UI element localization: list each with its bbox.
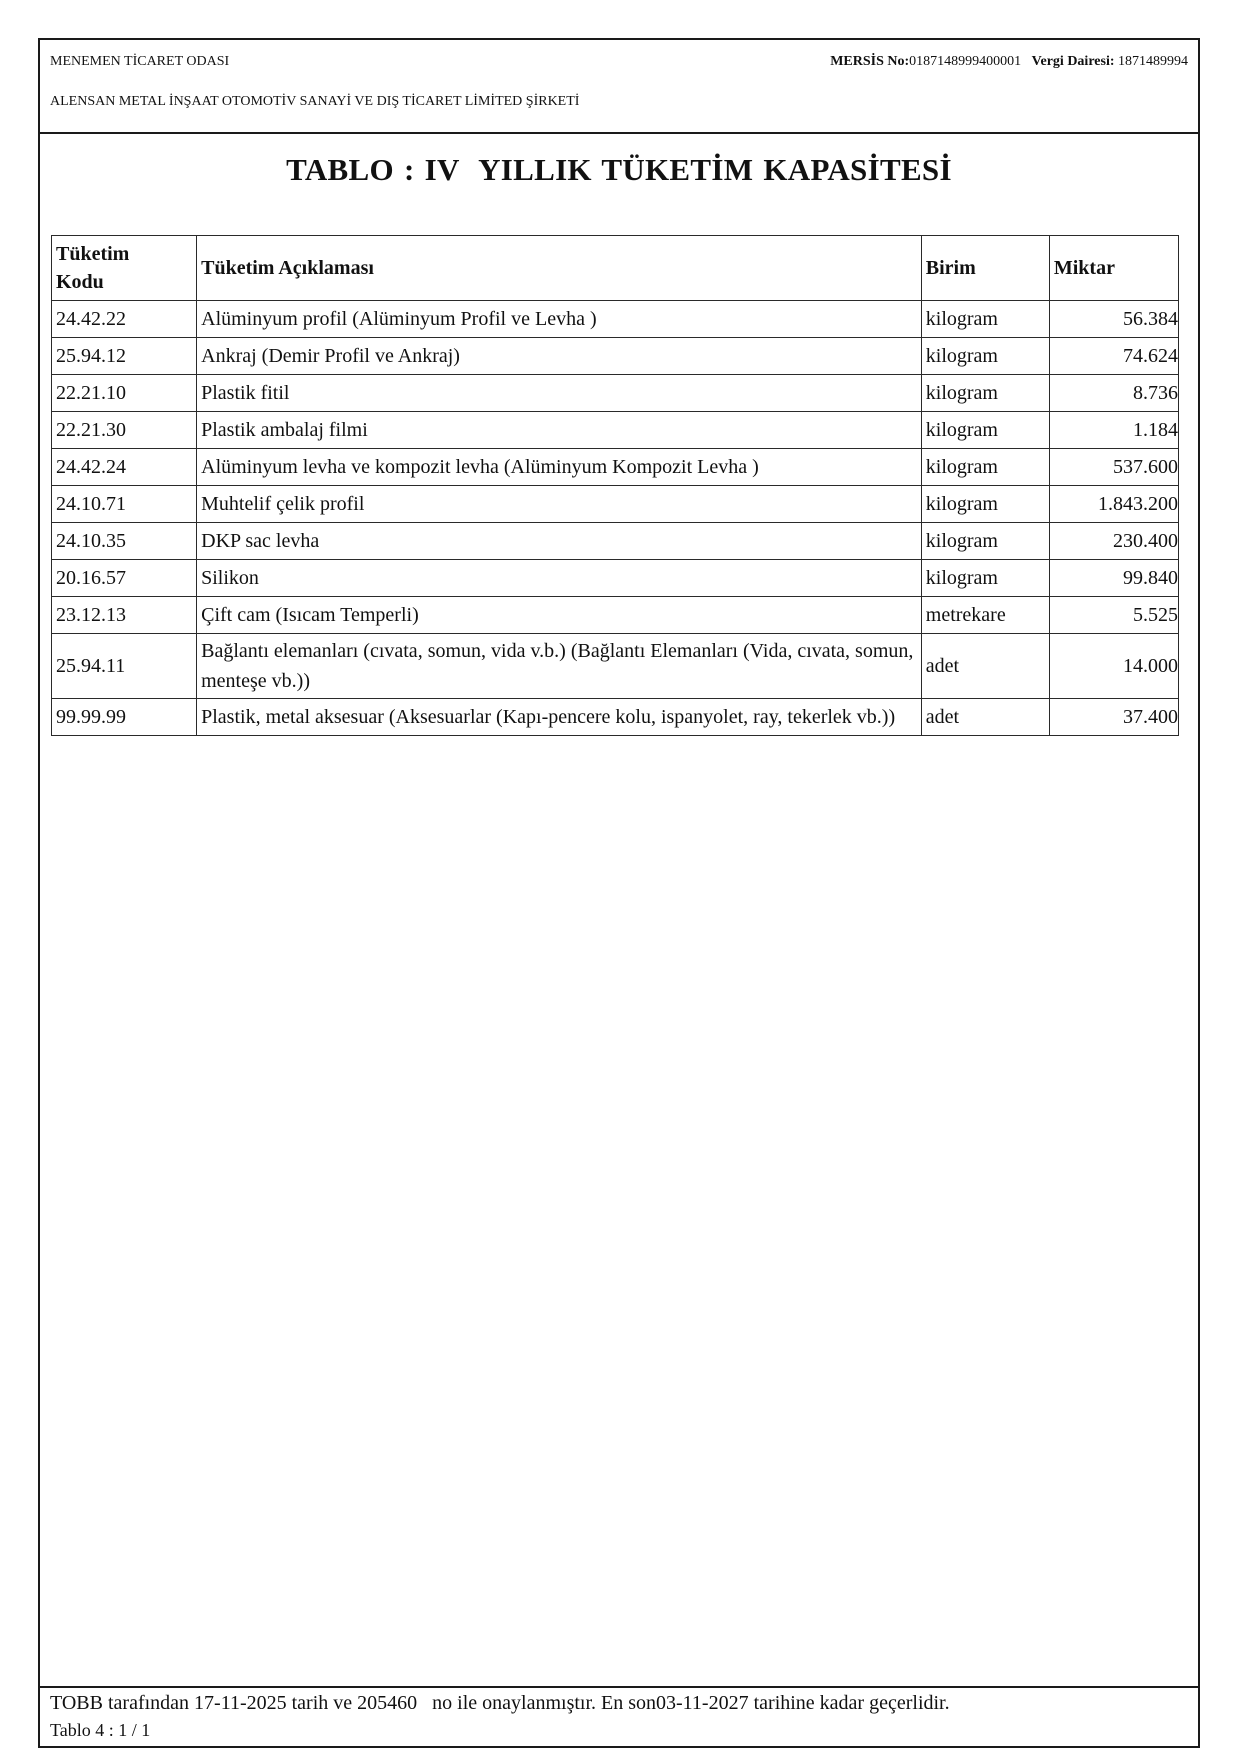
table-row (52, 412, 1179, 449)
table-row (52, 375, 1179, 412)
cell-amount: 74.624 (1049, 338, 1178, 375)
cell-description: Plastik fitil (197, 375, 922, 412)
cell-description: Bağlantı elemanları (cıvata, somun, vida v.b.) (Bağlantı Elemanları (Vida, cıvata, somun, menteşe vb.)) (197, 634, 922, 699)
cell-amount: 99.840 (1049, 560, 1178, 597)
cell-amount: 537.600 (1049, 449, 1178, 486)
cell-amount: 14.000 (1049, 634, 1178, 699)
table-row (52, 523, 1179, 560)
cell-description: DKP sac levha (197, 523, 922, 560)
mersis-value: 0187148999400001 (909, 54, 1022, 69)
column-header-code: Tüketim Kodu (52, 236, 197, 301)
cell-description: Silikon (197, 560, 922, 597)
cell-code: 24.42.22 (52, 301, 197, 338)
table-row (52, 560, 1179, 597)
cell-description: Alüminyum levha ve kompozit levha (Alüminyum Kompozit Levha ) (197, 449, 922, 486)
cell-unit: kilogram (921, 301, 1049, 338)
cell-code: 24.10.35 (52, 523, 197, 560)
table-row (52, 301, 1179, 338)
tax-office-value: 1871489994 (1118, 54, 1188, 69)
cell-description: Plastik, metal aksesuar (Aksesuarlar (Kapı-pencere kolu, ispanyolet, ray, tekerlek vb.)) (197, 699, 922, 736)
company-name: ALENSAN METAL İNŞAAT OTOMOTİV SANAYİ VE DIŞ TİCARET LİMİTED ŞİRKETİ (50, 94, 580, 109)
cell-description: Muhtelif çelik profil (197, 486, 922, 523)
document-header (40, 40, 1198, 134)
cell-unit: kilogram (921, 449, 1049, 486)
cell-unit: kilogram (921, 560, 1049, 597)
cell-amount: 56.384 (1049, 301, 1178, 338)
cell-amount: 8.736 (1049, 375, 1178, 412)
cell-description: Ankraj (Demir Profil ve Ankraj) (197, 338, 922, 375)
cell-amount: 5.525 (1049, 597, 1178, 634)
column-header-description: Tüketim Açıklaması (197, 236, 922, 301)
cell-amount: 1.184 (1049, 412, 1178, 449)
cell-amount: 1.843.200 (1049, 486, 1178, 523)
consumption-table (51, 235, 1179, 736)
document-footer (40, 1686, 1198, 1746)
mersis-label: MERSİS No: (830, 54, 910, 69)
cell-unit: kilogram (921, 486, 1049, 523)
cell-code: 24.42.24 (52, 449, 197, 486)
table-row (52, 449, 1179, 486)
cell-unit: kilogram (921, 412, 1049, 449)
cell-code: 25.94.12 (52, 338, 197, 375)
column-header-amount: Miktar (1049, 236, 1178, 301)
table-row (52, 338, 1179, 375)
cell-unit: kilogram (921, 375, 1049, 412)
cell-amount: 230.400 (1049, 523, 1178, 560)
cell-amount: 37.400 (1049, 699, 1178, 736)
cell-unit: adet (921, 699, 1049, 736)
table-row (52, 486, 1179, 523)
chamber-name: MENEMEN TİCARET ODASI (50, 54, 230, 69)
table-row (52, 699, 1179, 736)
cell-unit: kilogram (921, 523, 1049, 560)
cell-unit: kilogram (921, 338, 1049, 375)
document-frame (38, 38, 1200, 1748)
table-header-row (52, 236, 1179, 301)
registration-ids (830, 54, 1188, 70)
cell-code: 22.21.10 (52, 375, 197, 412)
page-number: Tablo 4 : 1 / 1 (50, 1720, 151, 1740)
cell-description: Alüminyum profil (Alüminyum Profil ve Levha ) (197, 301, 922, 338)
approval-statement: TOBB tarafından 17-11-2025 tarih ve 205460 no ile onaylanmıştır. En son03-11-2027 tarihine kadar geçerlidir. (50, 1692, 950, 1714)
cell-code: 22.21.30 (52, 412, 197, 449)
page-title: TABLO : IV YILLIK TÜKETİM KAPASİTESİ (286, 152, 952, 187)
table-row (52, 634, 1179, 699)
cell-code: 99.99.99 (52, 699, 197, 736)
cell-code: 24.10.71 (52, 486, 197, 523)
cell-code: 25.94.11 (52, 634, 197, 699)
cell-description: Çift cam (Isıcam Temperli) (197, 597, 922, 634)
column-header-unit: Birim (921, 236, 1049, 301)
cell-code: 20.16.57 (52, 560, 197, 597)
table-row (52, 597, 1179, 634)
cell-code: 23.12.13 (52, 597, 197, 634)
cell-description: Plastik ambalaj filmi (197, 412, 922, 449)
tax-office-label: Vergi Dairesi: (1031, 54, 1115, 69)
cell-unit: adet (921, 634, 1049, 699)
cell-unit: metrekare (921, 597, 1049, 634)
